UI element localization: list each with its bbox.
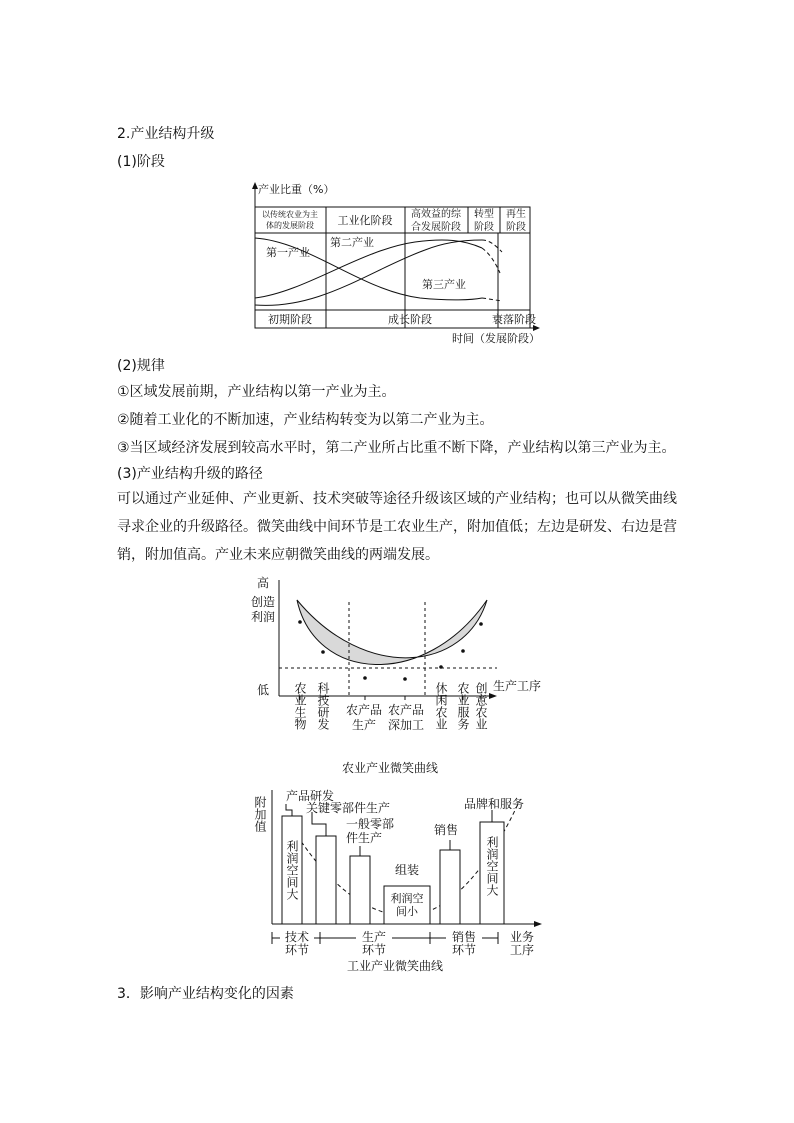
rule-3: ③当区域经济发展到较高水平时，第二产业所占比重不断下降，产业结构以第三产业为主。 [117,440,676,456]
label-tertiary: 第三产业 [422,278,466,291]
stage-growth: 成长阶段 [388,313,432,326]
label-secondary: 第二产业 [330,236,374,249]
bar-caption: 工业产业微笑曲线 [346,959,444,973]
seg-production-2: 环节 [361,943,387,957]
subheading-stages: (1)阶段 [117,154,165,170]
stage-transition-2: 阶段 [474,222,494,233]
label-sales: 销售 [434,823,459,837]
seg-sales-2: 环节 [451,943,477,957]
label-general-parts-2: 件生产 [346,831,383,845]
stage-regeneration-1: 再生 [506,209,526,220]
seg-tech-2: 环节 [284,943,310,957]
subheading-rules: (2)规律 [117,358,165,374]
seg-business-1: 业务 [509,930,535,944]
smile-y-low: 低 [256,683,270,697]
stage-leisure: 休闲农业 [434,682,448,730]
section-heading-3: 3．影响产业结构变化的因素 [117,986,294,1002]
bar-key-parts [316,836,336,924]
label-assembly: 组装 [394,863,420,877]
chart1-y-label: 产业比重（%） [258,183,335,196]
stage-high-benefit-1: 高效益的综 [411,209,461,220]
stage-produce-1: 农产品 [345,703,383,717]
rule-1: ①区域发展前期，产业结构以第一产业为主。 [117,384,396,400]
smile-y-label-2: 利润 [250,610,276,624]
stage-high-benefit-2: 合发展阶段 [411,222,461,233]
smile-band [297,600,487,665]
rule-2: ②随着工业化的不断加速，产业结构转变为以第二产业为主。 [117,412,494,428]
section-heading-2: 2.产业结构升级 [117,126,215,142]
stage-decline: 衰落阶段 [492,313,536,326]
label-key-parts: 关键零部件生产 [306,801,391,815]
path-paragraph: 可以通过产业延伸、产业更新、技术突破等途径升级该区域的产业结构；也可以从微笑曲线寻求企业的升级路径。微笑曲线中间环节是工农业生产，附加值低；左边是研发、右边是营销，附加值高。产业未来应朝微笑曲线的两端发展。 [117,491,677,563]
stage-rnd: 科技研发 [316,682,330,730]
stage-traditional-1: 以传统农业为主 [262,210,318,219]
smile-y-label-1: 创造 [250,595,276,609]
bar-sales [440,850,460,924]
seg-business-2: 工序 [509,943,535,957]
bar-y-label: 附加值 [253,796,267,832]
subheading-path: (3)产业结构升级的路径 [117,466,263,482]
stage-early: 初期阶段 [268,313,312,326]
stage-traditional-2: 体的发展阶段 [266,221,314,230]
inner-assembly-1: 利润空 [390,892,424,905]
seg-tech-1: 技术 [284,930,310,944]
chart1-x-label: 时间（发展阶段） [452,332,540,345]
agriculture-smile-curve [245,572,565,778]
label-general-parts-1: 一般零部 [346,817,395,831]
stage-industrialization: 工业化阶段 [337,214,393,227]
inner-assembly-2: 间小 [396,905,418,918]
smile-x-label: 生产工序 [493,679,542,693]
stage-process-1: 农产品 [387,703,425,717]
industry-stage-chart [250,180,550,346]
stage-service: 农业服务 [456,682,470,730]
stage-produce-2: 生产 [351,718,377,732]
industry-smile-curve [250,784,560,974]
smile-caption: 农业产业微笑曲线 [341,761,439,775]
bar-general-parts [350,856,370,924]
seg-sales-1: 销售 [451,930,477,944]
stage-transition-1: 转型 [474,209,494,220]
smile-y-high: 高 [256,576,270,590]
label-rnd: 产品研发 [286,789,335,803]
label-brand: 品牌和服务 [464,797,525,811]
stage-creative: 创意农业 [474,682,488,730]
inner-brand: 利润空间大 [485,836,499,896]
seg-production-1: 生产 [361,930,387,944]
inner-rnd: 利润空间大 [285,840,299,900]
stage-regeneration-2: 阶段 [506,222,526,233]
stage-ag-biology: 农业生物 [293,682,307,730]
label-primary: 第一产业 [266,246,310,259]
stage-process-2: 深加工 [387,718,425,732]
